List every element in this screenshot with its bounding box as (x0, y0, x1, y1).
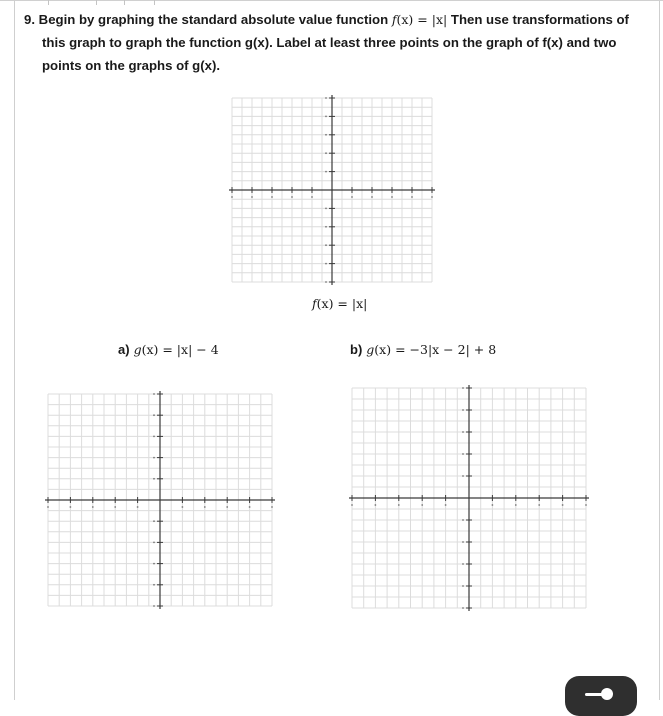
main-y-tick-mark (325, 263, 327, 265)
part-a-y-tick-mark (153, 563, 155, 565)
part-b-x-tick-mark (421, 504, 423, 506)
part-a-x-tick-mark (182, 506, 184, 508)
chat-bubble-icon (585, 688, 615, 700)
page-top-edge (0, 0, 663, 5)
page-right-border (659, 0, 660, 700)
part-a-x-tick-mark (137, 506, 139, 508)
part-b-coordinate-grid (346, 382, 592, 614)
part-b-y-tick-mark (462, 541, 464, 543)
main-y-tick-mark (325, 171, 327, 173)
part-b-y-tick-mark (462, 607, 464, 609)
main-x-tick-mark (231, 196, 233, 198)
main-x-tick-mark (351, 196, 353, 198)
chat-button[interactable] (565, 676, 637, 716)
part-a-coordinate-grid (42, 388, 278, 612)
main-x-tick-mark (291, 196, 293, 198)
main-x-tick-mark (251, 196, 253, 198)
part-b-x-tick-mark (515, 504, 517, 506)
part-a-y-tick-mark (153, 584, 155, 586)
part-a-y-tick-mark (153, 520, 155, 522)
part-b-x-tick-mark (492, 504, 494, 506)
page-left-border (14, 0, 15, 700)
main-y-tick-mark (325, 152, 327, 154)
part-a-x-tick-mark (92, 506, 94, 508)
part-b-y-tick-mark (462, 453, 464, 455)
main-x-tick-mark (311, 196, 313, 198)
main-x-tick-mark (271, 196, 273, 198)
part-a-x-tick-mark (226, 506, 228, 508)
main-y-tick-mark (325, 281, 327, 283)
part-b-x-tick-mark (351, 504, 353, 506)
f-definition: f(x) = |x| (391, 12, 448, 27)
part-a-y-tick-mark (153, 478, 155, 480)
main-y-tick-mark (325, 97, 327, 99)
question-intro: Begin by graphing the standard absolute value function (38, 12, 389, 27)
part-b-y-tick-mark (462, 475, 464, 477)
part-b-label: b) g(x) = −3|x − 2| + 8 (350, 342, 497, 357)
part-a-x-tick-mark (204, 506, 206, 508)
part-b-x-tick-mark (562, 504, 564, 506)
part-b-y-tick-mark (462, 387, 464, 389)
part-b-grid-svg (346, 382, 592, 614)
main-y-tick-mark (325, 244, 327, 246)
main-y-tick-mark (325, 134, 327, 136)
part-b-x-tick-mark (375, 504, 377, 506)
main-graph-caption: f(x) = |x| (312, 296, 368, 311)
part-a-y-tick-mark (153, 542, 155, 544)
part-a-x-tick-mark (249, 506, 251, 508)
main-y-tick-mark (325, 208, 327, 210)
part-a-x-tick-mark (114, 506, 116, 508)
part-a-grid-svg (42, 388, 278, 612)
main-x-tick-mark (391, 196, 393, 198)
part-b-x-tick-mark (585, 504, 587, 506)
part-a-x-tick-mark (47, 506, 49, 508)
main-x-tick-mark (431, 196, 433, 198)
question-instructions: Then use transformations of this graph to graph the function g(x). Label at least three points on the graph of f(x) and two points on the graphs of g(x). (42, 12, 629, 73)
part-b-y-tick-mark (462, 409, 464, 411)
part-b-x-tick-mark (398, 504, 400, 506)
part-a-y-tick-mark (153, 393, 155, 395)
main-coordinate-grid (226, 92, 438, 288)
part-a-y-tick-mark (153, 436, 155, 438)
part-b-y-tick-mark (462, 585, 464, 587)
main-y-tick-mark (325, 116, 327, 118)
main-y-tick-mark (325, 226, 327, 228)
part-a-y-tick-mark (153, 457, 155, 459)
part-b-y-tick-mark (462, 563, 464, 565)
part-a-y-tick-mark (153, 605, 155, 607)
part-a-x-tick-mark (271, 506, 273, 508)
question-text (24, 8, 632, 77)
part-b-x-tick-mark (538, 504, 540, 506)
part-a-label: a) g(x) = |x| − 4 (118, 342, 219, 357)
part-a-x-tick-mark (70, 506, 72, 508)
main-x-tick-mark (411, 196, 413, 198)
part-b-y-tick-mark (462, 431, 464, 433)
question-number: 9. (24, 12, 35, 27)
part-b-y-tick-mark (462, 519, 464, 521)
main-x-tick-mark (371, 196, 373, 198)
part-a-y-tick-mark (153, 414, 155, 416)
part-b-x-tick-mark (445, 504, 447, 506)
main-grid-svg (226, 92, 438, 288)
